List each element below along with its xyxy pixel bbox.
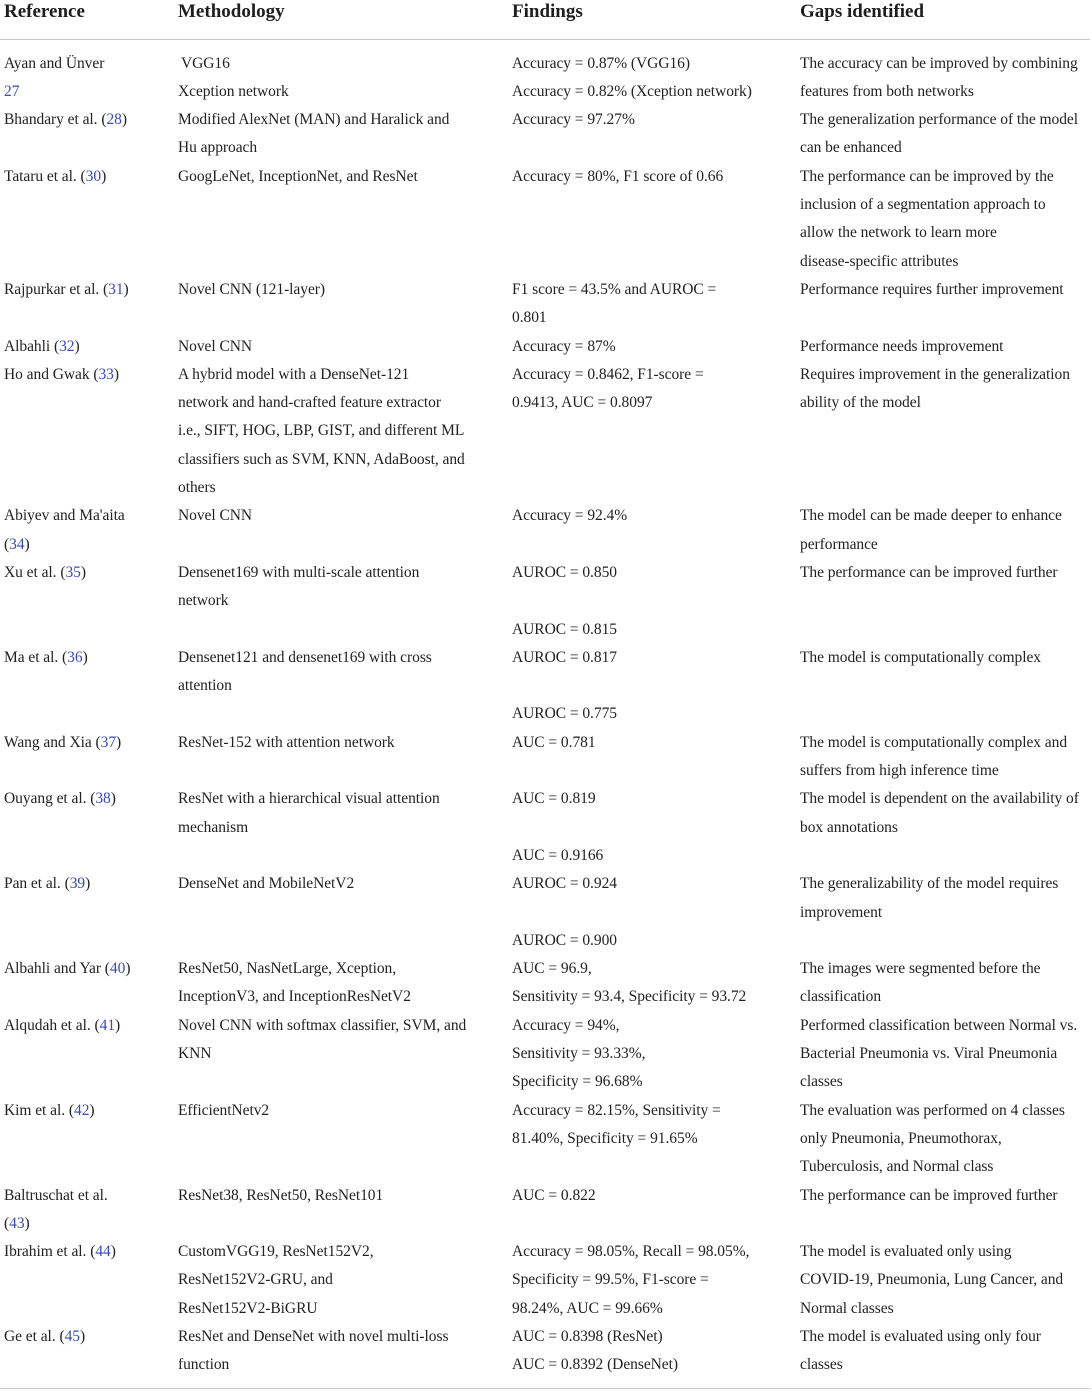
findings-cell-line: Accuracy = 80%, F1 score of 0.66 (512, 167, 724, 185)
reference-cell-line (4, 333, 80, 361)
citation-link[interactable]: 32 (59, 337, 75, 355)
header-divider (0, 39, 1090, 40)
reference-text: Rajpurkar et al. ( (4, 280, 109, 298)
header-gaps: Gaps identified (800, 1, 925, 22)
findings-cell-line: Sensitivity = 93.4, Specificity = 93.72 (512, 988, 747, 1006)
citation-link[interactable]: 35 (65, 563, 81, 581)
header-findings: Findings (512, 1, 583, 22)
reference-cell-line (4, 361, 119, 389)
findings-cell-line: 0.9413, AUC = 0.8097 (512, 394, 653, 412)
methodology-cell-line: mechanism (178, 818, 249, 836)
reference-text: Ge et al. ( (4, 1328, 65, 1345)
gaps-cell-line: box annotations (800, 818, 898, 836)
methodology-cell-line: GoogLeNet, InceptionNet, and ResNet (178, 167, 418, 185)
gaps-cell-line: The model is evaluated using only four (800, 1328, 1041, 1345)
findings-cell-line: AUC = 96.9, (512, 960, 592, 978)
reference-text: ) (24, 535, 30, 553)
reference-text: Baltruschat et al. (4, 1186, 108, 1204)
findings-cell-line: AUC = 0.822 (512, 1186, 596, 1204)
findings-cell-line: AUC = 0.781 (512, 733, 596, 751)
reference-text: Ayan and Ünver (4, 54, 105, 72)
citation-link[interactable]: 39 (69, 875, 86, 893)
gaps-cell-line: The generalization performance of the model (800, 111, 1079, 129)
methodology-cell-line: ResNet-152 with attention network (178, 733, 395, 751)
reference-cell-line (4, 1323, 85, 1351)
gaps-cell-line: The evaluation was performed on 4 classes (800, 1101, 1065, 1119)
methodology-cell-line: DenseNet and MobileNetV2 (178, 875, 355, 893)
methodology-cell-line: A hybrid model with a DenseNet-121 (178, 365, 410, 383)
citation-link[interactable]: 42 (74, 1101, 90, 1119)
header-reference: Reference (4, 1, 85, 22)
reference-cell-line (4, 1182, 108, 1210)
gaps-cell-line: inclusion of a segmentation approach to (800, 196, 1046, 213)
reference-cell-line (4, 785, 116, 813)
findings-cell-line: Sensitivity = 93.33%, (512, 1045, 646, 1062)
reference-cell-line (4, 1210, 30, 1238)
methodology-cell-line: Densenet121 and densenet169 with cross (178, 648, 432, 666)
methodology-cell-line: InceptionV3, and InceptionResNetV2 (178, 988, 411, 1006)
methodology-cell-line: ResNet with a hierarchical visual attention (178, 790, 440, 808)
reference-cell-line (4, 78, 19, 106)
reference-text: ( (4, 535, 10, 553)
methodology-cell-line: attention (178, 677, 232, 695)
reference-text: ) (125, 960, 131, 978)
findings-cell-line: AUROC = 0.815 (512, 620, 617, 638)
methodology-cell-line: network and hand-crafted feature extractor (178, 394, 441, 412)
gaps-cell-line: improvement (800, 903, 883, 921)
reference-text: Albahli ( (4, 337, 60, 355)
reference-text: ) (74, 337, 80, 355)
citation-link[interactable]: 45 (64, 1328, 80, 1345)
reference-cell-line (4, 1238, 116, 1266)
gaps-cell-line: disease-specific attributes (800, 252, 959, 270)
gaps-cell-line: The performance can be improved by the (800, 167, 1054, 185)
reference-text: Tataru et al. ( (4, 167, 86, 185)
methodology-cell-line: network (178, 592, 229, 610)
findings-cell-line: AUROC = 0.775 (512, 705, 617, 723)
table-bottom-rule (0, 1388, 1090, 1389)
reference-text: Abiyev and Ma'aita (4, 507, 125, 525)
reference-text: ) (82, 648, 88, 666)
gaps-cell-line: The model can be made deeper to enhance (800, 507, 1062, 525)
citation-link[interactable]: 30 (85, 167, 102, 185)
methodology-cell-line: ResNet38, ResNet50, ResNet101 (178, 1186, 384, 1204)
reference-text: ) (116, 733, 122, 751)
gaps-cell-line: The performance can be improved further (800, 563, 1058, 581)
findings-cell-line: Accuracy = 82.15%, Sensitivity = (512, 1101, 721, 1119)
gaps-cell-line: suffers from high inference time (800, 762, 999, 779)
methodology-cell-line: ResNet50, NasNetLarge, Xception, (178, 960, 397, 978)
gaps-cell-line: The images were segmented before the (800, 960, 1041, 978)
methodology-cell-line: Xception network (178, 82, 289, 100)
reference-text: ) (110, 790, 116, 808)
gaps-cell-line: The performance can be improved further (800, 1186, 1058, 1204)
reference-text: Ibrahim et al. ( (4, 1243, 96, 1261)
findings-cell-line: 81.40%, Specificity = 91.65% (512, 1129, 698, 1147)
methodology-cell-line: KNN (178, 1045, 212, 1062)
reference-text: Bhandary et al. ( (4, 111, 107, 129)
gaps-cell-line: Bacterial Pneumonia vs. Viral Pneumonia (800, 1045, 1058, 1062)
gaps-cell-line: features from both networks (800, 82, 974, 100)
gaps-cell-line: The accuracy can be improved by combining (800, 54, 1078, 72)
reference-cell-line (4, 1012, 120, 1040)
reference-text: Ho and Gwak ( (4, 365, 99, 383)
findings-cell-line: AUC = 0.819 (512, 790, 596, 808)
reference-text: Pan et al. ( (4, 875, 70, 893)
findings-cell-line: AUC = 0.8398 (ResNet) (512, 1328, 663, 1345)
findings-cell-line: Accuracy = 97.27% (512, 111, 635, 129)
reference-text: ) (79, 1328, 86, 1345)
reference-text: Alqudah et al. ( (4, 1016, 100, 1034)
gaps-cell-line: ability of the model (800, 394, 921, 412)
findings-cell-line: Accuracy = 0.82% (Xception network) (512, 82, 752, 100)
citation-link[interactable]: 44 (95, 1243, 111, 1261)
findings-cell-line: Accuracy = 98.05%, Recall = 98.05%, (512, 1243, 750, 1261)
methodology-cell-line: ResNet and DenseNet with novel multi-loss (178, 1328, 449, 1345)
citation-link[interactable]: 31 (108, 280, 124, 298)
findings-cell-line: AUC = 0.8392 (DenseNet) (512, 1356, 679, 1374)
reference-text: Ma et al. ( (4, 648, 68, 666)
gaps-cell-line: The model is computationally complex (800, 648, 1041, 666)
methodology-cell-line: EfficientNetv2 (178, 1101, 270, 1119)
methodology-cell-line: others (178, 479, 216, 496)
findings-cell-line: 98.24%, AUC = 99.66% (512, 1299, 663, 1317)
gaps-cell-line: classes (800, 1356, 843, 1374)
findings-cell-line: F1 score = 43.5% and AUROC = (512, 280, 717, 298)
citation-link[interactable]: 40 (109, 960, 126, 978)
findings-cell-line: AUC = 0.9166 (512, 846, 604, 864)
reference-text: Ouyang et al. ( (4, 790, 96, 808)
citation-link[interactable]: 37 (100, 733, 117, 751)
reference-cell-line (4, 50, 104, 78)
citation-link[interactable]: 34 (9, 535, 25, 553)
reference-cell-line (4, 502, 125, 530)
reference-text: ) (115, 1016, 121, 1034)
reference-cell-line (4, 644, 88, 672)
methodology-cell-line: Novel CNN with softmax classifier, SVM, and (178, 1016, 467, 1034)
reference-text: Albahli and Yar ( (4, 960, 110, 978)
gaps-cell-line: can be enhanced (800, 139, 902, 157)
methodology-cell-line: ResNet152V2-BiGRU (178, 1299, 318, 1317)
reference-text: ) (85, 875, 91, 893)
citation-link[interactable]: 27 (4, 82, 20, 100)
methodology-cell-line: VGG16 (181, 54, 230, 72)
methodology-cell-line: ResNet152V2-GRU, and (178, 1271, 333, 1289)
reference-cell-line (4, 163, 106, 191)
findings-cell-line: AUROC = 0.900 (512, 931, 617, 949)
gaps-cell-line: Performance needs improvement (800, 337, 1004, 355)
gaps-cell-line: only Pneumonia, Pneumothorax, (800, 1129, 1002, 1147)
header-methodology: Methodology (178, 1, 285, 22)
findings-cell-line: Accuracy = 94%, (512, 1016, 620, 1034)
findings-cell-line: AUROC = 0.817 (512, 648, 617, 666)
reference-cell-line (4, 1097, 95, 1125)
gaps-cell-line: classification (800, 988, 882, 1006)
methodology-cell-line: Hu approach (178, 139, 258, 157)
findings-cell-line: Accuracy = 0.87% (VGG16) (512, 54, 690, 72)
reference-cell-line (4, 870, 90, 898)
reference-text: ) (89, 1101, 95, 1119)
gaps-cell-line: performance (800, 535, 878, 553)
reference-text: ) (121, 111, 127, 129)
gaps-cell-line: The model is computationally complex and (800, 733, 1068, 751)
findings-cell-line: Accuracy = 92.4% (512, 507, 628, 525)
reference-text: Xu et al. ( (4, 563, 66, 581)
methodology-cell-line: Modified AlexNet (MAN) and Haralick and (178, 111, 450, 129)
gaps-cell-line: The model is evaluated only using (800, 1243, 1012, 1261)
citation-link[interactable]: 28 (106, 111, 122, 129)
reference-text: ) (80, 563, 86, 581)
reference-cell-line (4, 729, 121, 757)
methodology-cell-line: Novel CNN (178, 507, 253, 525)
citation-link[interactable]: 43 (9, 1214, 25, 1232)
methodology-cell-line: classifiers such as SVM, KNN, AdaBoost, and (178, 450, 465, 468)
gaps-cell-line: classes (800, 1073, 843, 1091)
reference-text: ( (4, 1214, 10, 1232)
gaps-cell-line: Normal classes (800, 1299, 894, 1317)
gaps-cell-line: Performed classification between Normal vs. (800, 1016, 1078, 1034)
reference-cell-line (4, 531, 30, 559)
gaps-cell-line: Requires improvement in the generalization (800, 365, 1070, 383)
reference-cell-line (4, 106, 127, 134)
reference-cell-line (4, 955, 130, 983)
reference-text: ) (123, 280, 129, 298)
findings-cell-line: 0.801 (512, 309, 547, 327)
gaps-cell-line: The generalizability of the model requires (800, 875, 1059, 893)
gaps-cell-line: allow the network to learn more (800, 224, 997, 242)
methodology-cell-line: Novel CNN (121-layer) (178, 280, 326, 298)
citation-link[interactable]: 36 (67, 648, 83, 666)
findings-cell-line: AUROC = 0.850 (512, 563, 617, 581)
findings-cell-line: Specificity = 99.5%, F1-score = (512, 1271, 709, 1289)
methodology-cell-line: Densenet169 with multi-scale attention (178, 563, 420, 581)
reference-cell-line (4, 276, 129, 304)
citation-link[interactable]: 38 (95, 790, 111, 808)
methodology-cell-line: CustomVGG19, ResNet152V2, (178, 1243, 374, 1261)
methodology-cell-line: function (178, 1356, 230, 1374)
reference-text: ) (110, 1243, 116, 1261)
gaps-cell-line: COVID-19, Pneumonia, Lung Cancer, and (800, 1271, 1064, 1289)
gaps-cell-line: The model is dependent on the availability of (800, 790, 1079, 808)
reference-text: ) (24, 1214, 30, 1232)
reference-text: ) (101, 167, 107, 185)
reference-text: ) (113, 365, 120, 383)
gaps-cell-line: Tuberculosis, and Normal class (800, 1158, 994, 1176)
findings-cell-line: Specificity = 96.68% (512, 1073, 643, 1091)
citation-link[interactable]: 41 (99, 1016, 116, 1034)
reference-text: Kim et al. ( (4, 1101, 74, 1119)
findings-cell-line: Accuracy = 87% (512, 337, 616, 355)
gaps-cell-line: Performance requires further improvement (800, 280, 1064, 298)
findings-cell-line: AUROC = 0.924 (512, 875, 617, 893)
methodology-cell-line: Novel CNN (178, 337, 253, 355)
methodology-cell-line: i.e., SIFT, HOG, LBP, GIST, and different ML (178, 422, 465, 440)
findings-cell-line: Accuracy = 0.8462, F1-score = (512, 365, 704, 383)
citation-link[interactable]: 33 (98, 365, 114, 383)
reference-cell-line (4, 559, 86, 587)
reference-text: Wang and Xia ( (4, 733, 101, 751)
